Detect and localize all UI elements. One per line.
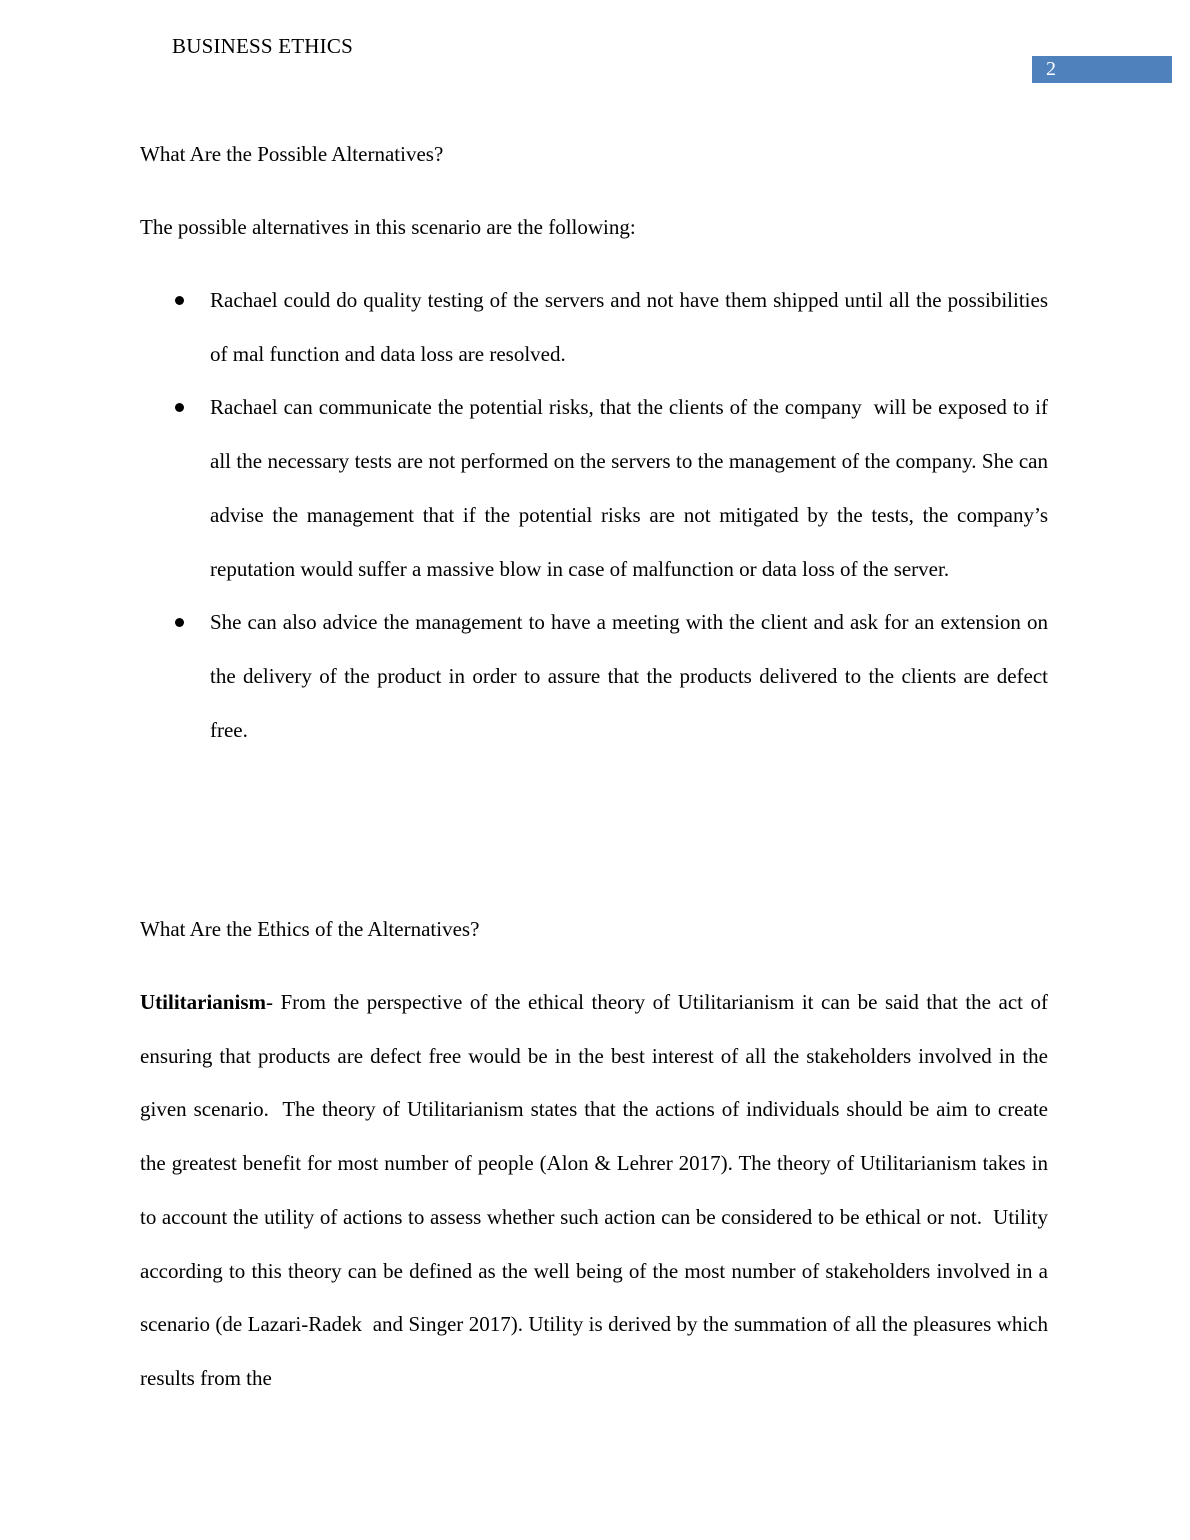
list-item-text: Rachael can communicate the potential risks, that the clients of the company will be exposed to if all the necessary tests are not performed on the servers to the management of the company. She can advise the management that if the potential risks are not mitigated by the tests, the company’s reputation would suffer a massive blow in case of malfunction or data loss of the server. (210, 395, 1048, 581)
section-heading-alternatives: What Are the Possible Alternatives? (140, 142, 444, 166)
running-head: BUSINESS ETHICS (172, 34, 353, 58)
section-heading-ethics: What Are the Ethics of the Alternatives? (140, 917, 480, 941)
list-item (140, 596, 1048, 757)
alternatives-intro: The possible alternatives in this scenario are the following: (140, 215, 636, 239)
bullet-icon (175, 403, 184, 412)
bullet-icon (175, 296, 184, 305)
bullet-icon (175, 618, 184, 627)
page-number: 2 (1032, 56, 1172, 83)
list-item (140, 381, 1048, 596)
utilitarianism-text: - From the perspective of the ethical theory of Utilitarianism it can be said that the act of ensuring that products are defect free would be in the best interest of all the stakeholders involved in the given scenario. The theory of Utilitarianism states that the actions of individuals should be aim to create the greatest benefit for most number of people (Alon & Lehrer 2017). The theory of Utilitarianism takes in to account the utility of actions to assess whether such action can be considered to be ethical or not. Utility according to this theory can be defined as the well being of the most number of stakeholders involved in a scenario (de Lazari-Radek and Singer 2017). Utility is derived by the summation of all the pleasures which results from the (140, 990, 1048, 1390)
utilitarianism-paragraph (140, 976, 1048, 1406)
utilitarianism-term: Utilitarianism (140, 990, 266, 1014)
list-item-text: She can also advice the management to have a meeting with the client and ask for an extension on the delivery of the product in order to assure that the products delivered to the clients are defect free. (210, 610, 1048, 742)
list-item (140, 274, 1048, 381)
list-item-text: Rachael could do quality testing of the servers and not have them shipped until all the possibilities of mal function and data loss are resolved. (210, 288, 1048, 366)
alternatives-list (140, 274, 1048, 757)
